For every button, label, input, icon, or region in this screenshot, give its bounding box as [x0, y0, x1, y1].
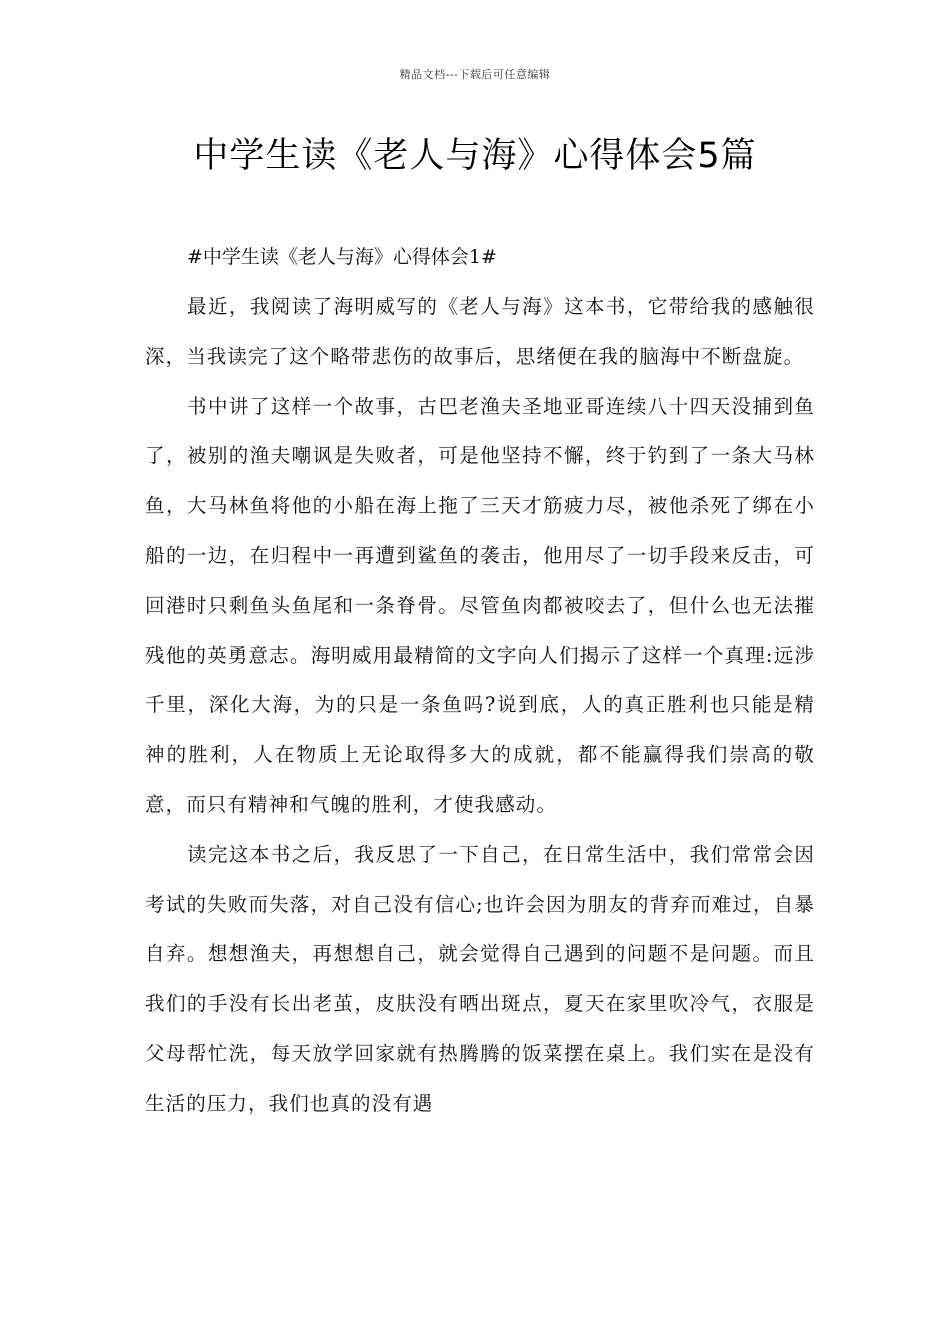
section-heading: #中学生读《老人与海》心得体会1# [187, 246, 497, 268]
document-body [145, 232, 815, 1129]
document-title: 中学生读《老人与海》心得体会5篇 [193, 136, 757, 176]
paragraph-1: 最近，我阅读了海明威写的《老人与海》这本书，它带给我的感触很深，当我读完了这个略带悲伤的故事后，思绪便在我的脑海中不断盘旋。 [145, 295, 815, 368]
paragraph-2: 书中讲了这样一个故事，古巴老渔夫圣地亚哥连续八十四天没捕到鱼了，被别的渔夫嘲讽是失败者，可是他坚持不懈，终于钓到了一条大马林鱼，大马林鱼将他的小船在海上拖了三天才筋疲力尽，被他杀死了绑在小船的一边，在归程中一再遭到鲨鱼的袭击，他用尽了一切手段来反击，可回港时只剩鱼头鱼尾和一条脊骨。尽管鱼肉都被咬去了，但什么也无法摧残他的英勇意志。海明威用最精简的文字向人们揭示了这样一个真理:远涉千里，深化大海，为的只是一条鱼吗?说到底，人的真正胜利也只能是精神的胜利，人在物质上无论取得多大的成就，都不能赢得我们崇高的敬意，而只有精神和气魄的胜利，才使我感动。 [145, 394, 815, 816]
header-note: 精品文档---下载后可任意编辑 [399, 68, 551, 81]
paragraph-3: 读完这本书之后，我反思了一下自己，在日常生活中，我们常常会因考试的失败而失落，对自己没有信心;也许会因为朋友的背弃而难过，自暴自弃。想想渔夫，再想想自己，就会觉得自己遇到的问题不是问题。而且我们的手没有长出老茧，皮肤没有晒出斑点，夏天在家里吹冷气，衣服是父母帮忙洗，每天放学回家就有热腾腾的饭菜摆在桌上。我们实在是没有生活的压力，我们也真的没有遇 [145, 842, 815, 1115]
